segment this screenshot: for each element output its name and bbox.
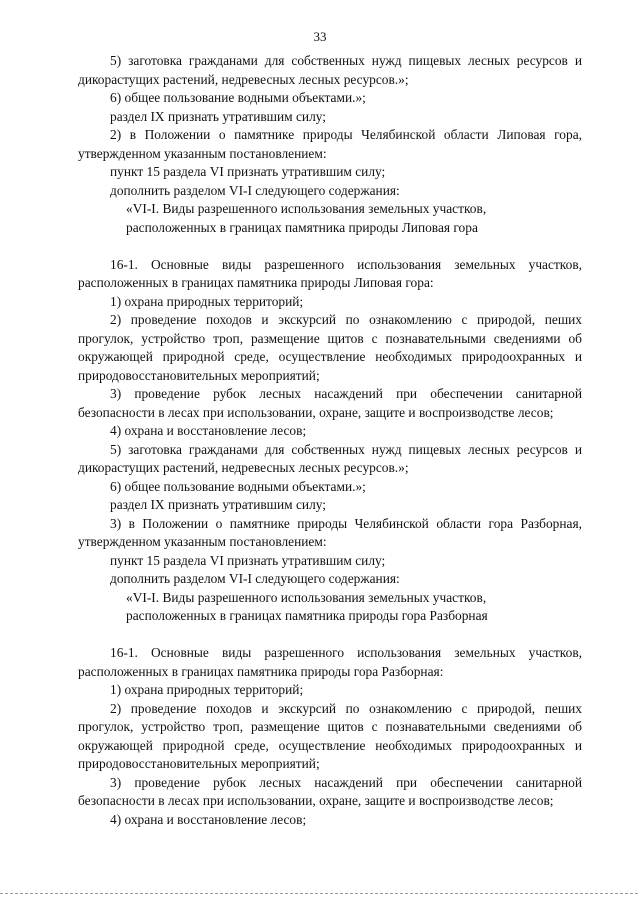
paragraph: 1) охрана природных территорий; (110, 682, 304, 697)
page-number: 33 (313, 29, 327, 44)
paragraph: 5) заготовка гражданами для собственных нужд пищевых лесных ресурсов и дикорастущих растений, недревесных лесных ресурсов.»; (78, 53, 582, 87)
paragraph: 2) в Положении о памятнике природы Челябинской области Липовая гора, утвержденном указанным постановлением: (78, 127, 582, 161)
section-heading: расположенных в границах памятника природы Липовая гора (126, 219, 478, 235)
paragraph: 16-1. Основные виды разрешенного использования земельных участков, расположенных в границах памятника природы Липовая гора: (78, 256, 582, 290)
paragraph: 1) охрана природных территорий; (110, 293, 304, 309)
paragraph: 6) общее пользование водными объектами.»; (110, 478, 366, 494)
paragraph: пункт 15 раздела VI признать утратившим силу; (110, 552, 386, 568)
paragraph: раздел IX признать утратившим силу; (110, 497, 327, 512)
paragraph: 5) заготовка гражданами для собственных нужд пищевых лесных ресурсов и дикорастущих растений, недревесных лесных ресурсов.»; (78, 441, 582, 475)
paragraph: 6) общее пользование водными объектами.»; (110, 90, 366, 105)
paragraph: дополнить разделом VI-I следующего содержания: (110, 571, 400, 586)
paragraph: 4) охрана и восстановление лесов; (110, 811, 307, 827)
section-heading: «VI-I. Виды разрешенного использования земельных участков, (126, 589, 487, 605)
section-heading: «VI-I. Виды разрешенного использования земельных участков, (126, 201, 487, 216)
paragraph: 4) охрана и восстановление лесов; (110, 423, 307, 438)
paragraph: 3) проведение рубок лесных насаждений при обеспечении санитарной безопасности в лесах при использовании, охране, защите и воспроизводстве лесов; (78, 386, 582, 420)
section-heading: расположенных в границах памятника природы гора Разборная (126, 608, 488, 623)
document-body (78, 52, 582, 829)
paragraph: дополнить разделом VI-I следующего содержания: (110, 182, 400, 198)
paragraph: 16-1. Основные виды разрешенного использования земельных участков, расположенных в границах памятника природы гора Разборная: (78, 645, 582, 679)
paragraph: 3) проведение рубок лесных насаждений при обеспечении санитарной безопасности в лесах при использовании, охране, защите и воспроизводстве лесов; (78, 774, 582, 808)
paragraph: 2) проведение походов и экскурсий по ознакомлению с природой, пеших прогулок, устройство троп, размещение щитов с познавательными сведениями об окружающей природной среде, осуществление необходимых природоохранных и природовосстановительных мероприятий; (78, 700, 582, 771)
paragraph: раздел IX признать утратившим силу; (110, 108, 327, 124)
page-bottom-edge (0, 893, 640, 894)
paragraph: 2) проведение походов и экскурсий по ознакомлению с природой, пеших прогулок, устройство троп, размещение щитов с познавательными сведениями об окружающей природной среде, осуществление необходимых природоохранных и природовосстановительных мероприятий; (78, 312, 582, 383)
paragraph: 3) в Положении о памятнике природы Челябинской области гора Разборная, утвержденном указанным постановлением: (78, 515, 582, 549)
paragraph: пункт 15 раздела VI признать утратившим силу; (110, 164, 386, 179)
